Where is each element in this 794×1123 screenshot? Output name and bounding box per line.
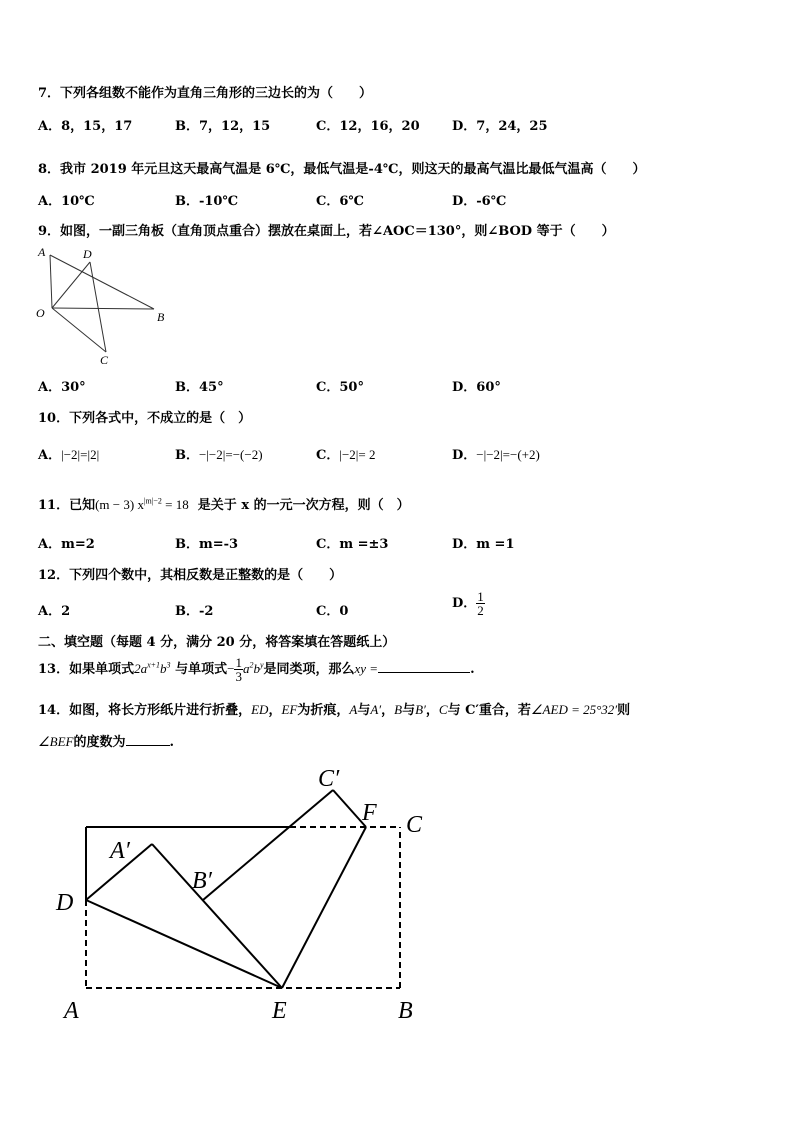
q13-frac-num: 1	[235, 655, 242, 670]
q13-mono2-bexp: y	[259, 660, 264, 670]
q13-ask: xy =	[354, 661, 379, 676]
q13-minus: −	[227, 661, 235, 676]
q11-prefix: 11．已知	[38, 498, 96, 513]
q14-b1: B′	[415, 702, 426, 717]
q14-b: B	[394, 702, 403, 717]
q9-label-a: A	[38, 245, 46, 259]
q14-line2-end: .	[169, 735, 175, 750]
q7-option-d: D．7，24，25	[452, 119, 548, 134]
question-13-stem	[38, 656, 475, 683]
q14-label-c: C	[406, 812, 423, 838]
q10-option-b-letter: B．	[175, 448, 199, 463]
q14-ef: EF	[281, 702, 298, 717]
q13-fraction	[234, 656, 243, 683]
q13-end: .	[470, 662, 475, 677]
q12-frac-num: 1	[477, 589, 484, 604]
q9-label-o: O	[36, 306, 45, 320]
q14-label-b-prime: B′	[192, 868, 212, 894]
q8-option-c: C．6℃	[316, 194, 364, 209]
q12-option-d-fraction	[476, 590, 485, 617]
q14-ed: ED	[251, 702, 269, 717]
q12-option-d-letter: D．	[452, 596, 477, 611]
q7-option-b: B．7，12，15	[175, 119, 271, 134]
question-11-stem	[38, 494, 410, 513]
q9-option-c: C．50°	[316, 380, 364, 395]
q14-line2-angle: ∠BEF	[38, 734, 74, 749]
q14-label-b: B	[398, 998, 413, 1024]
q13-mono2-b: b	[253, 661, 260, 676]
q12-option-b: B．-2	[175, 604, 214, 619]
q10-option-a-expr: |−2|=|2|	[61, 447, 100, 462]
question-10-stem: 10．下列各式中，不成立的是（ ）	[38, 411, 252, 426]
q11-option-a: A．m=2	[38, 537, 95, 552]
q14-ze: 则	[617, 703, 631, 718]
q10-option-c-expr: |−2|= 2	[339, 447, 376, 462]
q13-prefix: 13．如果单项式	[38, 662, 135, 677]
q14-label-c-prime: C′	[318, 766, 340, 792]
q14-yu1: 与	[357, 703, 371, 718]
question-12-stem: 12．下列四个数中，其相反数是正整数的是（ ）	[38, 568, 343, 583]
q8-option-b: B．-10℃	[175, 194, 239, 209]
q12-option-d	[452, 590, 485, 617]
q10-option-b	[175, 444, 263, 463]
q10-option-b-expr: −|−2|=−(−2)	[199, 447, 263, 462]
q12-frac-den: 2	[477, 603, 484, 618]
q9-option-a: A．30°	[38, 380, 86, 395]
q9-label-b: B	[157, 310, 165, 324]
q14-comma3: ，	[425, 703, 439, 718]
q14-a: A	[349, 702, 358, 717]
q10-option-c-letter: C．	[316, 448, 340, 463]
q8-option-a: A．10℃	[38, 194, 95, 209]
question-9-stem: 9．如图，一副三角板（直角顶点重合）摆放在桌面上，若∠AOC＝130°，则∠BOD 等于（ ）	[38, 224, 615, 239]
q13-suffix: 是同类项，那么	[263, 662, 355, 677]
q8-option-d: D．-6℃	[452, 194, 507, 209]
q13-mono2: a	[242, 661, 250, 676]
q14-folding-figure	[50, 760, 450, 1030]
q10-option-d-letter: D．	[452, 448, 477, 463]
q14-label-e: E	[272, 998, 287, 1024]
q14-line2-text: 的度数为	[73, 735, 126, 750]
q10-option-d-expr: −|−2|=−(+2)	[476, 447, 540, 462]
q11-expr-exp: |m|−2	[143, 496, 162, 506]
q14-line1-a: 14．如图，将长方形纸片进行折叠，	[38, 703, 252, 718]
question-14-line-1	[38, 699, 630, 718]
q10-option-a	[38, 444, 99, 463]
section-2-heading: 二、填空题（每题 4 分，满分 20 分，将答案填在答题纸上）	[38, 635, 396, 650]
q9-label-d: D	[83, 247, 92, 261]
q13-mono1: 2a	[134, 661, 148, 676]
question-8-stem: 8．我市 2019 年元旦这天最高气温是 6℃，最低气温是-4℃，则这天的最高气温比最低气温高（ ）	[38, 162, 646, 177]
q13-answer-blank[interactable]	[378, 660, 470, 673]
q11-suffix: 是关于 x 的一元一次方程，则（ ）	[197, 498, 410, 513]
q7-option-c: C．12，16，20	[316, 119, 420, 134]
q9-label-c: C	[100, 353, 109, 367]
q14-c: C	[438, 702, 448, 717]
q14-comma1: ，	[268, 703, 282, 718]
q7-option-a: A．8，15，17	[38, 119, 133, 134]
q14-yu2: 与	[402, 703, 416, 718]
q11-expr-base: (m − 3) x	[95, 497, 144, 512]
q13-mono1-exp: x+1	[147, 660, 161, 670]
q11-expr-rhs: = 18	[161, 497, 189, 512]
q10-option-c	[316, 444, 375, 463]
question-7-stem: 7．下列各组数不能作为直角三角形的三边长的为（ ）	[38, 86, 373, 101]
q14-label-d: D	[56, 890, 74, 916]
q14-line1-b: 为折痕，	[297, 703, 350, 718]
q13-frac-den: 3	[235, 669, 242, 684]
q10-option-a-letter: A．	[38, 448, 62, 463]
q9-option-d: D．60°	[452, 380, 501, 395]
q14-label-a-prime: A′	[110, 838, 130, 864]
q9-triangle-figure	[32, 242, 182, 372]
q9-option-b: B．45°	[175, 380, 224, 395]
q14-a1: A′	[370, 702, 382, 717]
q14-line1-c: 与 C′重合，若	[447, 703, 531, 718]
q14-angle: ∠AED = 25°32′	[530, 702, 618, 717]
q13-mid: 与单项式	[175, 662, 228, 677]
q11-option-c: C．m =±3	[316, 537, 389, 552]
q11-option-b: B．m=-3	[175, 537, 239, 552]
question-14-line-2	[38, 731, 174, 750]
q12-option-c: C．0	[316, 604, 349, 619]
q14-label-f: F	[362, 800, 377, 826]
q13-mono1-bexp: 3	[166, 660, 171, 670]
q11-option-d: D．m =1	[452, 537, 515, 552]
q14-answer-blank[interactable]	[126, 733, 170, 746]
q12-option-a: A．2	[38, 604, 71, 619]
q10-option-d	[452, 444, 540, 463]
q14-comma2: ，	[381, 703, 395, 718]
q14-label-a: A	[64, 998, 79, 1024]
q13-mono1-b: b	[160, 661, 167, 676]
q13-mono2-exp: 2	[249, 660, 254, 670]
